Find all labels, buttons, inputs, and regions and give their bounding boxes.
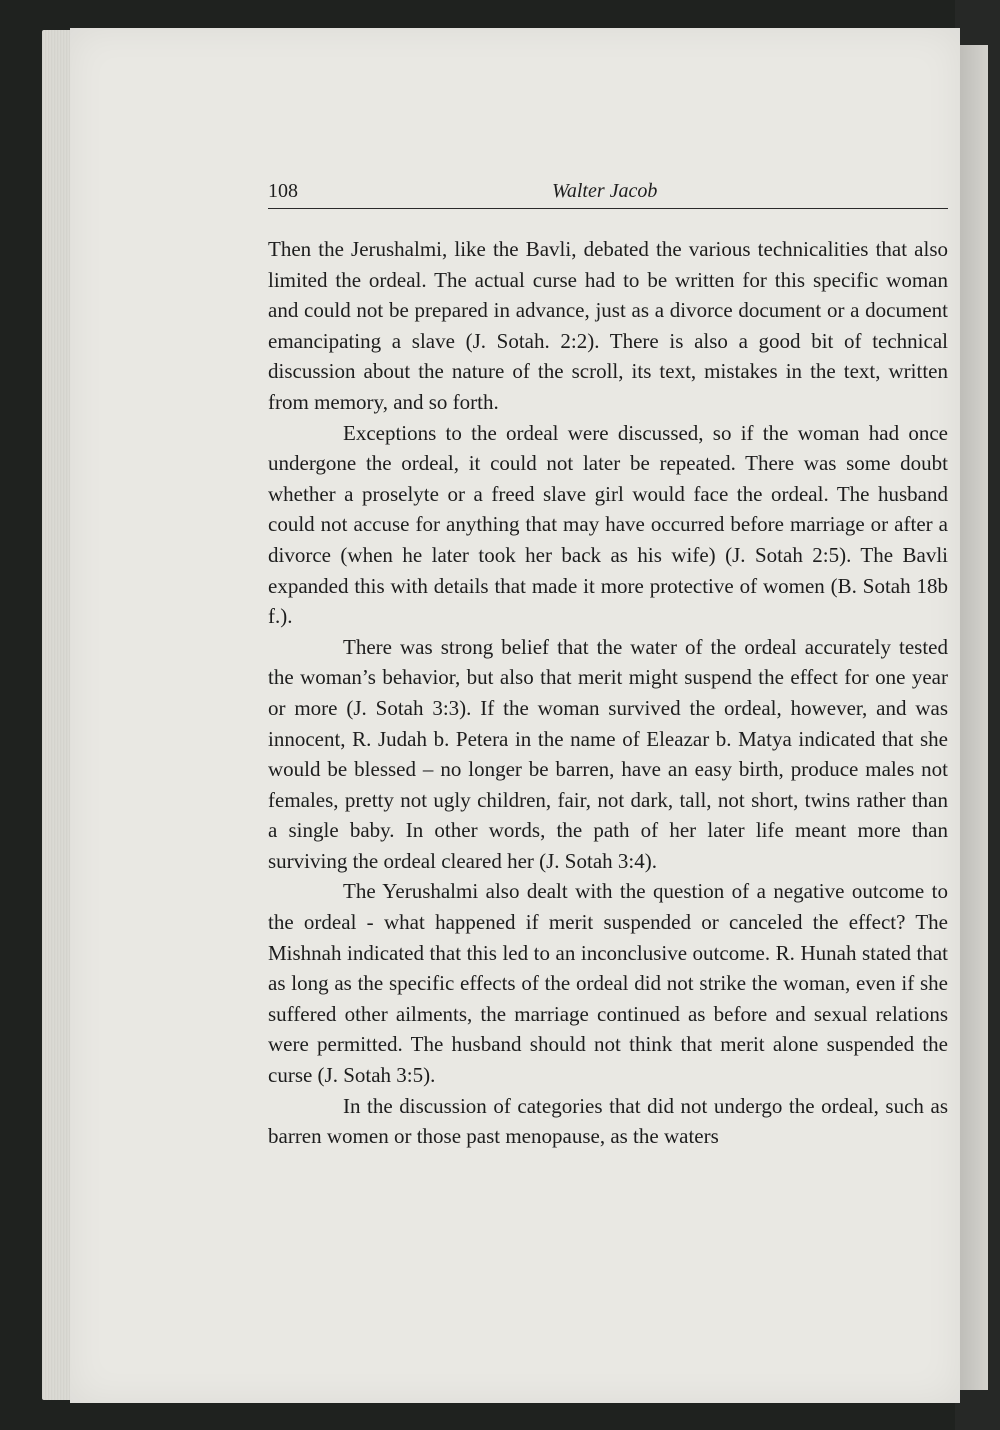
paragraph: Then the Jerushalmi, like the Bavli, debated the various technicalities that also limited the ordeal. The actual curse had to be written for this specific woman and could not be prepared in advance, just as a divorce document or a document emancipating a slave (J. Sotah. 2:2). There is also a good bit of technical discussion about the nature of the scroll, its text, mistakes in the text, written from memory, and so forth. (268, 237, 948, 414)
paragraph: In the discussion of categories that did not undergo the ordeal, such as barren women or those past menopause, as the waters (268, 1093, 948, 1149)
paragraph: The Yerushalmi also dealt with the question of a negative outcome to the ordeal - what happened if merit suspended or canceled the effect? The Mishnah indicated that this led to an inconclusive outcome. R. Hunah stated that as long as the specific effects of the ordeal did not strike the woman, even if she suffered other ailments, the marriage continued as before and sexual relations were permitted. The husband should not think that merit alone suspended the curse (J. Sotah 3:5). (268, 879, 948, 1088)
paragraph: There was strong belief that the water of the ordeal accurately tested the woman’s behavior, but also that merit might suspend the effect for one year or more (J. Sotah 3:3). If the woman survived the ordeal, however, and was innocent, R. Judah b. Petera in the name of Eleazar b. Matya indicated that she would be blessed – no longer be barren, have an easy birth, produce males not females, pretty not ugly children, fair, not dark, tall, not short, twins rather than a single baby. In other words, the path of her later life meant more than surviving the ordeal cleared her (J. Sotah 3:4). (268, 634, 948, 873)
running-head-author: Walter Jacob (552, 180, 658, 202)
paragraph: Exceptions to the ordeal were discussed, so if the woman had once undergone the ordeal, it could not later be repeated. There was some doubt whether a proselyte or a freed slave girl would face the ordeal. The husband could not accuse for anything that may have occurred before marriage or after a divorce (when he later took her back as his wife) (J. Sotah 2:5). The Bavli expanded this with details that made it more protective of women (B. Sotah 18b f.). (268, 420, 948, 629)
next-page-edge (958, 45, 988, 1390)
page-number: 108 (268, 180, 298, 202)
page-header (268, 178, 948, 209)
body-text (268, 234, 948, 1152)
